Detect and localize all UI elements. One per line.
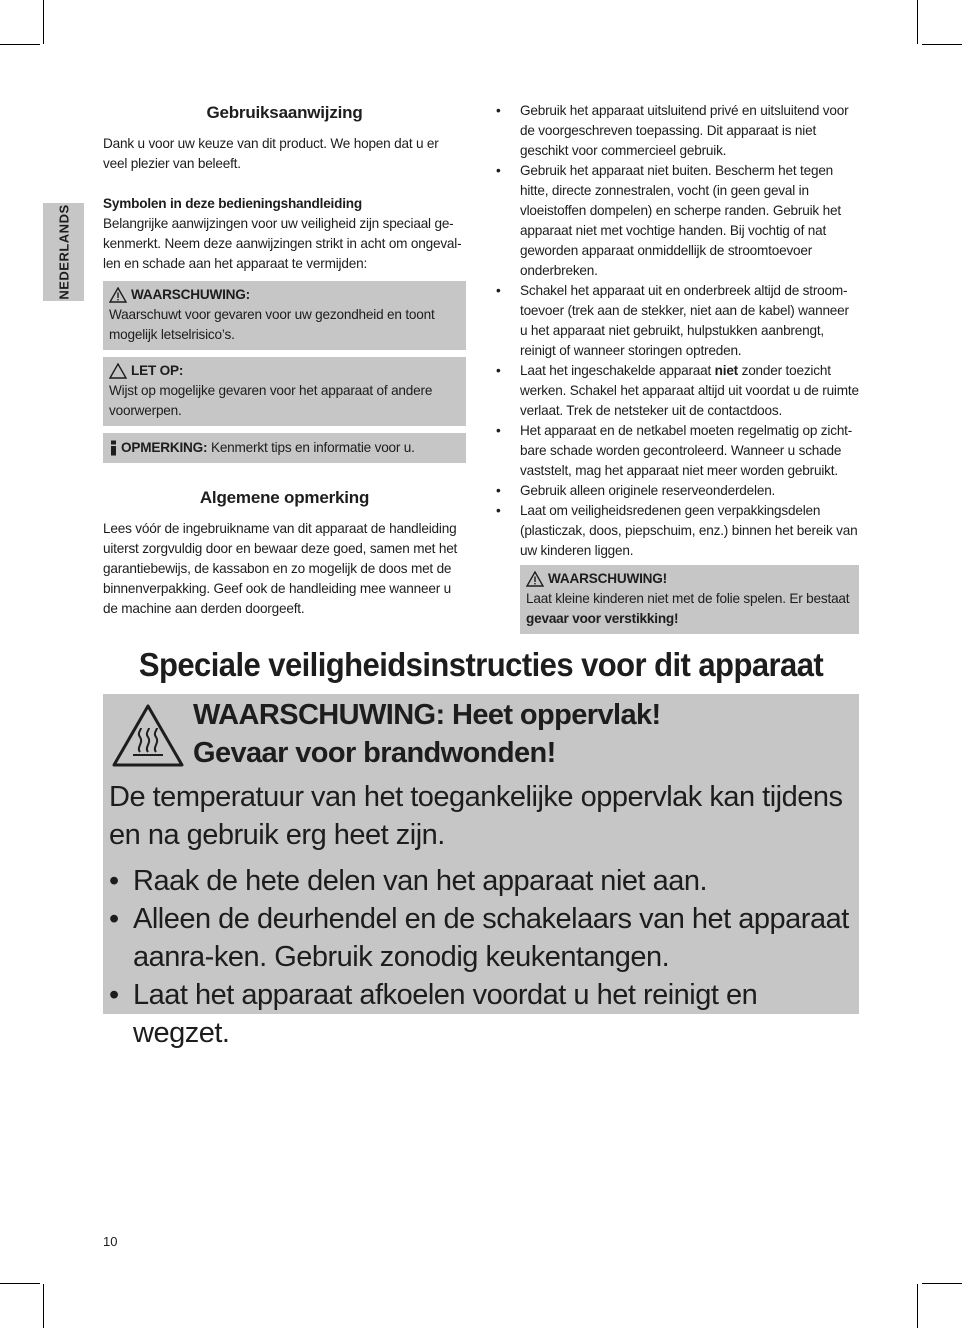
hot-surface-warning [193, 696, 661, 772]
list-item: • Laat om veiligheidsredenen geen verpakkingsdelen (plasticzak, doos, piepschuim, enz.) binnen het bereik van uw kinderen liggen. [496, 501, 859, 561]
crop-mark [0, 44, 40, 45]
warning-title: WAARSCHUWING: [131, 287, 250, 302]
info-icon [109, 440, 118, 456]
warning-box [103, 281, 466, 350]
general-text: Lees vóór de ingebruikname van dit apparaat de handleiding uiterst zorgvuldig door en bewaar deze goed, samen met het garantiebewijs, de kassabon en zo mogelijk de doos met de binnenverpakking. Geef ook de handleiding mee wanneer u de machine aan derden doorgeeft. [103, 521, 458, 616]
note-title: OPMERKING: [121, 440, 208, 455]
warning-text: Waarschuwt voor gevaren voor uw gezondheid en toont mogelijk letselrisico’s. [109, 307, 435, 342]
warning-triangle-icon [526, 571, 544, 587]
instructions-heading: Gebruiksaanwijzing [206, 103, 363, 122]
crop-mark [917, 0, 918, 44]
language-tab-label: NEDERLANDS [56, 204, 71, 300]
crop-mark [43, 1284, 44, 1328]
intro-text: Dank u voor uw keuze van dit product. We hopen dat u er veel plezier van beleeft. [103, 136, 439, 171]
symbols-heading: Symbolen in deze bedieningshandleiding [103, 196, 363, 211]
list-item: • Laat het ingeschakelde apparaat niet zonder toezicht werken. Schakel het apparaat altijd uit voordat u de ruimte verlaat. Trek de netsteker uit de contactdoos. [496, 361, 859, 421]
list-item: • Raak de hete delen van het apparaat niet aan. [109, 862, 849, 900]
list-item: • Gebruik het apparaat niet buiten. Bescherm het tegen hitte, directe zonnestralen, vocht (in geen geval in vloeistoffen dompelen) en scherpe randen. Gebruik het apparaat niet met vochtige handen. Bij vochtig of nat geworden apparaat onmiddellijk de stroomtoevoer onderbreken. [496, 161, 859, 281]
list-item: • Gebruik alleen originele reserveonderdelen. [496, 481, 859, 501]
hot-surface-list [109, 862, 849, 1052]
left-column [103, 100, 466, 619]
caution-triangle-icon [109, 363, 127, 379]
list-item: • Laat het apparaat afkoelen voordat u het reinigt en wegzet. [109, 976, 849, 1052]
list-item: • Alleen de deurhendel en de schakelaars van het apparaat aanra-ken. Gebruik zonodig keukentangen. [109, 900, 849, 976]
hot-surface-body [109, 778, 849, 1052]
page-number: 10 [103, 1234, 118, 1249]
suffocation-warning-box [520, 565, 859, 634]
crop-mark [922, 1283, 962, 1284]
warning-title: WAARSCHUWING! [548, 571, 667, 586]
crop-mark [0, 1283, 40, 1284]
note-text: Kenmerkt tips en informatie voor u. [210, 440, 415, 455]
caution-title: LET OP: [131, 363, 184, 378]
hot-surface-box [103, 694, 859, 1049]
crop-mark [917, 1284, 918, 1328]
list-item: • Schakel het apparaat uit en onderbreek altijd de stroom-toevoer (trek aan de stekker, niet aan de kabel) wanneer u het apparaat niet gebruikt, hulpstukken aanbrengt, reinigt of wanneer storingen optreden. [496, 281, 859, 361]
right-column [496, 101, 859, 634]
hot-surface-text: De temperatuur van het toegankelijke oppervlak kan tijdens en na gebruik erg heet zijn. [109, 781, 843, 851]
crop-mark [43, 0, 44, 44]
hot-surface-warning-line1: WAARSCHUWING: Heet oppervlak! [193, 699, 661, 731]
crop-mark [922, 44, 962, 45]
special-safety-title: Speciale veiligheidsinstructies voor dit apparaat [138, 646, 824, 683]
list-item: • Het apparaat en de netkabel moeten regelmatig op zicht-bare schade worden gecontroleerd. Wanneer u schade vaststelt, mag het apparaat niet meer worden gebruikt. [496, 421, 859, 481]
general-heading: Algemene opmerking [199, 488, 370, 507]
list-item: • Gebruik het apparaat uitsluitend privé en uitsluitend voor de voorgeschreven toepassing. Dit apparaat is niet geschikt voor commercieel gebruik. [496, 101, 859, 161]
note-box [103, 433, 466, 463]
warning-triangle-icon [109, 287, 127, 303]
warning-bold-text: gevaar voor verstikking! [526, 611, 679, 626]
caution-box [103, 357, 466, 426]
hot-surface-icon [111, 702, 185, 768]
language-tab [43, 203, 84, 301]
warning-text: Laat kleine kinderen niet met de folie spelen. Er bestaat [526, 591, 850, 606]
safety-list [496, 101, 859, 561]
hot-surface-warning-line2: Gevaar voor brandwonden! [193, 737, 556, 769]
caution-text: Wijst op mogelijke gevaren voor het apparaat of andere voorwerpen. [109, 383, 433, 418]
symbols-text: Belangrijke aanwijzingen voor uw veiligheid zijn speciaal ge-kenmerkt. Neem deze aanwijzingen strikt in acht om ongeval-len en schade aan het apparaat te vermijden: [103, 216, 462, 271]
